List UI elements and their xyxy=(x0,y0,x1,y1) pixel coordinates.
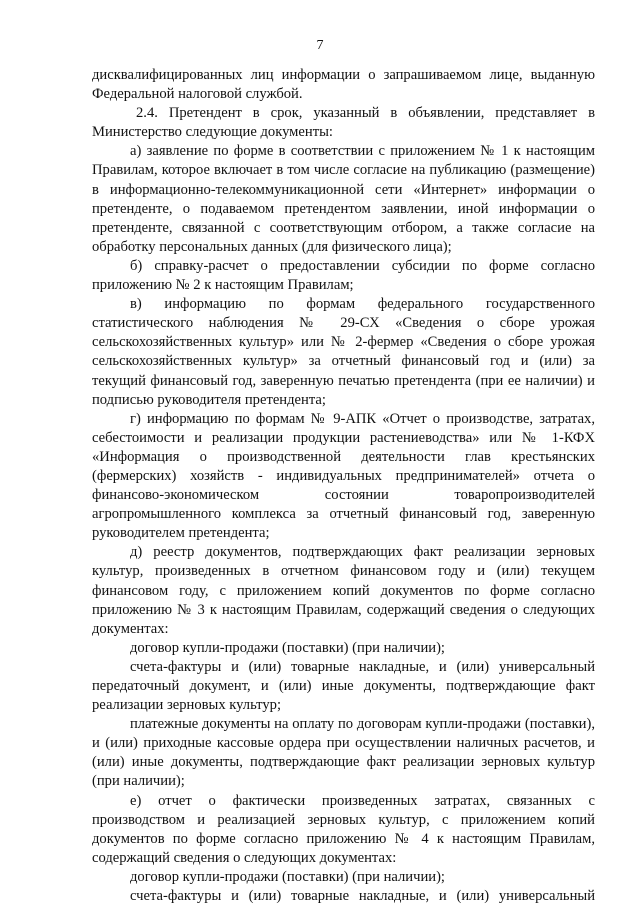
paragraph-item-a: а) заявление по форме в соответствии с приложением № 1 к настоящим Правилам, которое включает в том числе согласие на публикацию (размещение) в информационно-телекоммуникационной сети «Интернет» информации о претенденте, о подаваемом претендентом заявлении, иной информации о претенденте, связанной с соответствующим отбором, а также согласие на обработку персональных данных (для физического лица); xyxy=(92,143,595,255)
paragraph-item-e: е) отчет о фактически произведенных затратах, связанных с производством и реализацией зерновых культур, с приложением копий документов по форме согласно приложению № 4 к настоящим Правилам, содержащий сведения о следующих документах: xyxy=(92,792,595,866)
paragraph-item-g: г) информацию по формам № 9-АПК «Отчет о производстве, затратах, себестоимости и реализации продукции растениеводства» или № 1-КФХ «Информация о производственной деятельности глав крестьянских (фермерских) хозяйств - индивидуальных предпринимателей» отчета о финансово-экономическом состоянии товаропроизводителей агропромышленного комплекса за отчетный финансовый год, заверенную руководителем претендента; xyxy=(92,410,595,542)
paragraph-continuation: дисквалифицированных лиц информации о запрашиваемом лице, выданную Федеральной налоговой службой. xyxy=(92,67,595,103)
paragraph-contract: договор купли-продажи (поставки) (при наличии); xyxy=(130,639,445,656)
paragraph-invoices: счета-фактуры и (или) товарные накладные, и (или) универсальный передаточный документ, и (или) иные документы, подтверждающие факт реализации зерновых культур; xyxy=(92,658,595,714)
paragraph-item-v: в) информацию по формам федерального государственного статистического наблюдения № 29-СХ «Сведения о сборе урожая сельскохозяйственных культур» или № 2-фермер «Сведения о сборе урожая сельскохозяйственных культур» за отчетный финансовый год и (или) за текущий финансовый год, заверенную печатью претендента (при ее наличии) и подписью руководителя претендента; xyxy=(92,296,595,408)
paragraph-contract-2: договор купли-продажи (поставки) (при наличии); xyxy=(130,868,445,885)
paragraph-item-b: б) справку-расчет о предоставлении субсидии по форме согласно приложению № 2 к настоящим Правилам; xyxy=(92,257,595,294)
page-number: 7 xyxy=(316,38,324,53)
paragraph-invoices-2: счета-фактуры и (или) товарные накладные, и (или) универсальный xyxy=(130,888,595,905)
document-body xyxy=(92,66,595,906)
paragraph-section-2-4: 2.4. Претендент в срок, указанный в объявлении, представляет в Министерство следующие документы: xyxy=(92,105,595,141)
paragraph-item-d: д) реестр документов, подтверждающих факт реализации зерновых культур, произведенных в отчетном финансовом году и (или) текущем финансовом году, с приложением копий документов по форме согласно приложению № 3 к настоящим Правилам, содержащий сведения о следующих документах: xyxy=(92,544,595,637)
paragraph-payments: платежные документы на оплату по договорам купли-продажи (поставки), и (или) приходные кассовые ордера при осуществлении наличных расчетов, и (или) иные документы, подтверждающие факт реализации зерновых культур (при наличии); xyxy=(92,716,595,790)
